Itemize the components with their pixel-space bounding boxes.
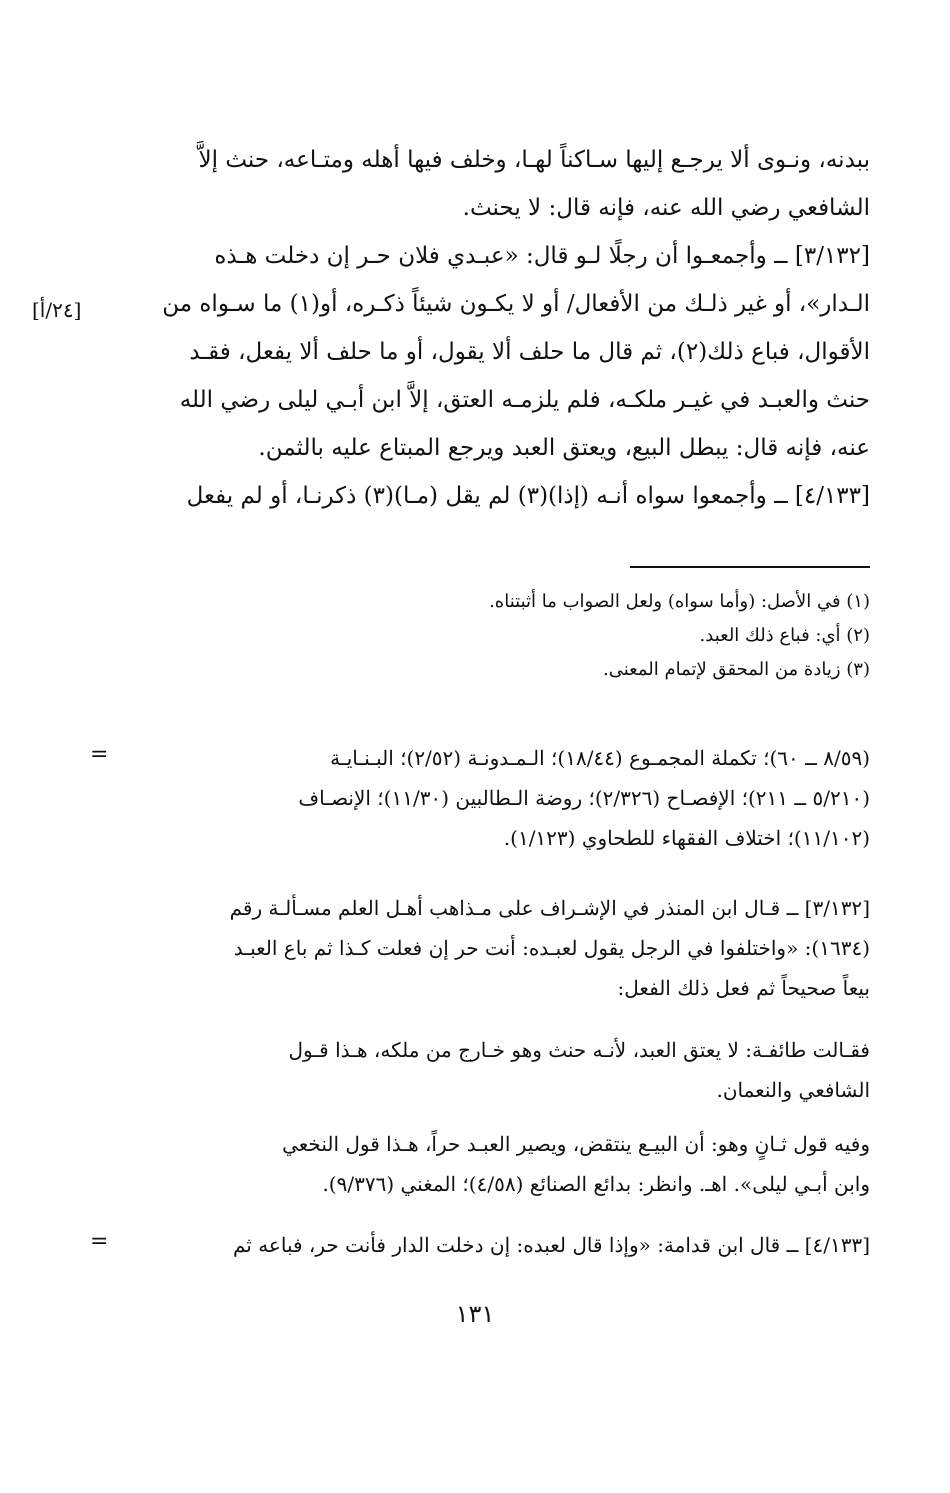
main-line: [٣/١٣٢] ــ وأجمعـوا أن رجلًا لـو قال: «عبـدي فلان حـر إن دخلت هـذه: [214, 243, 870, 269]
annotation-line: وفيه قول ثـانٍ وهو: أن البيـع ينتقض، ويصير العبـد حراً، هـذا قول النخعي: [282, 1132, 870, 1156]
annotation-line: (٨/٥٩ ــ ٦٠)؛ تكملة المجمـوع (١٨/٤٤)؛ الـمـدونـة (٢/٥٢)؛ البـنـايـة: [330, 746, 870, 770]
main-line: [٤/١٣٣] ــ وأجمعوا سواه أنـه (إذا)(٣) لم يقل (مـا)(٣) ذكرنـا، أو لم يفعل: [186, 483, 870, 509]
main-line: حنث والعبـد في غيـر ملكـه، فلم يلزمـه العتق، إلاَّ ابن أبـي ليلى رضي الله: [179, 387, 870, 413]
main-line: الـدار»، أو غير ذلـك من الأفعال/ أو لا يكـون شيئاً ذكـره، أو(١) ما سـواه من: [162, 291, 870, 317]
reference-continuation: [130, 738, 870, 858]
annotation-line: [٤/١٣٣] ــ قال ابن قدامة: «وإذا قال لعبده: إن دخلت الدار فأنت حر، فباعه ثم: [232, 1233, 870, 1257]
footnote: (٣) زيادة من المحقق لإتمام المعنى.: [603, 659, 870, 680]
main-line: الأقوال، فباع ذلك(٢)، ثم قال ما حلف ألا يقول، أو ما حلف ألا يفعل، فقـد: [189, 339, 870, 365]
annotation-133: [130, 1225, 870, 1265]
main-line: الشافعي رضي الله عنه، فإنه قال: لا يحنث.: [462, 195, 870, 221]
main-text: [130, 136, 870, 520]
annotation-paragraph: [130, 1030, 870, 1110]
annotation-line: فقـالت طائفـة: لا يعتق العبد، لأنـه حنث وهو خـارج من ملكه، هـذا قـول: [288, 1038, 870, 1062]
annotation-paragraph: [130, 1124, 870, 1204]
footnote-separator: [630, 566, 870, 568]
page-number: ١٣١: [455, 1300, 495, 1328]
footnotes: [130, 585, 870, 687]
folio-margin-note: [٢٤/أ]: [32, 298, 82, 322]
annotation-line: (١٦٣٤): «واختلفوا في الرجل يقول لعبـده: أنت حر إن فعلت كـذا ثم باع العبـد: [233, 936, 870, 960]
annotation-line: بيعاً صحيحاً ثم فعل ذلك الفعل:: [617, 976, 870, 1000]
main-line: عنه، فإنه قال: يبطل البيع، ويعتق العبد ويرجع المبتاع عليه بالثمن.: [258, 435, 870, 461]
annotation-line: (٥/٢١٠ ــ ٢١١)؛ الإفصـاح (٢/٣٢٦)؛ روضة الـطالبين (١١/٣٠)؛ الإنصـاف: [298, 786, 870, 810]
annotation-line: الشافعي والنعمان.: [716, 1078, 870, 1102]
annotation-132: [130, 888, 870, 1008]
annotation-line: (١١/١٠٢)؛ اختلاف الفقهاء للطحاوي (١/١٢٣).: [503, 826, 870, 850]
footnote: (٢) أي: فباع ذلك العبد.: [699, 625, 870, 646]
annotation-line: وابن أبـي ليلى». اهـ. وانظر: بدائع الصنائع (٤/٥٨)؛ المغني (٩/٣٧٦).: [322, 1172, 870, 1196]
continuation-mark: =: [90, 742, 109, 767]
footnote: (١) في الأصل: (وأما سواه) ولعل الصواب ما أثبتناه.: [489, 591, 870, 612]
annotation-line: [٣/١٣٢] ــ قـال ابن المنذر في الإشـراف على مـذاهب أهـل العلم مسـألـة رقم: [229, 896, 870, 920]
continuation-mark: =: [90, 1229, 109, 1254]
main-line: ببدنه، ونـوى ألا يرجـع إليها سـاكناً لهـا، وخلف فيها أهله ومتـاعه، حنث إلاَّ: [198, 147, 870, 173]
